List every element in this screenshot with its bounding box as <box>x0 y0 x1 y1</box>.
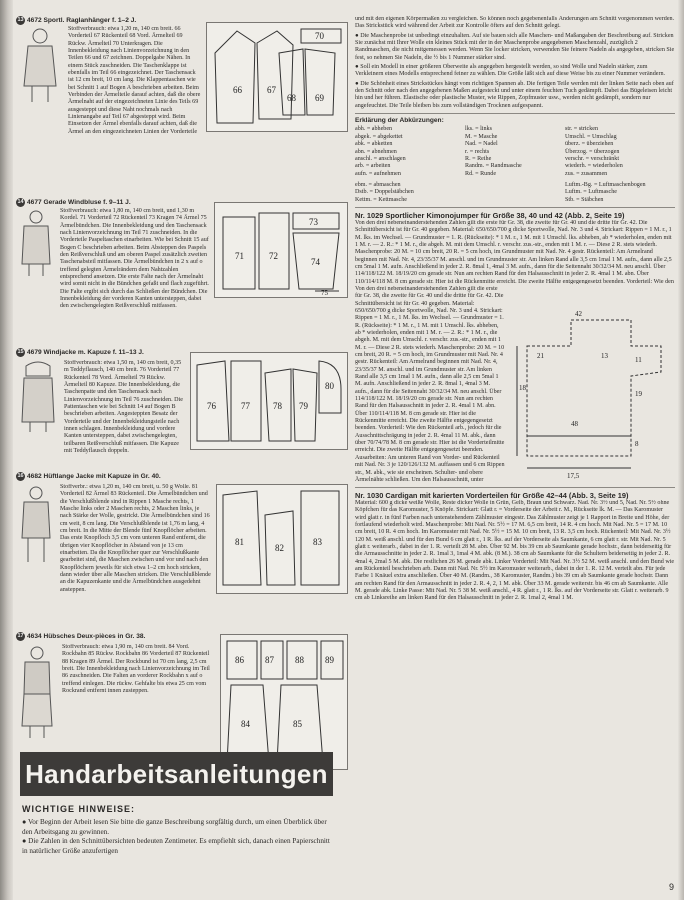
pattern-label: 68 <box>287 93 296 103</box>
abk-cell: abh. = abheben <box>355 126 393 133</box>
child-figure-illustration <box>16 26 64 104</box>
divider <box>355 207 675 208</box>
section-number: 16 <box>17 473 24 479</box>
hinweise-title: WICHTIGE HINWEISE: <box>22 804 135 814</box>
section-number: 17 <box>17 633 24 639</box>
section-text: Stoffverbrauch: etwa 1,80 m, 140 cm breit, und 1,30 m Kordel. 71 Vorderteil 72 Rückenteil 73 Kragen 74 Ärmel 75 Ärmelbündchen. Die Innenbekleidung und den Taschensack nach Linienvorzeichnung im Teil 71 zuschneiden. In die Vorderteile Paspeltaschen einarbeiten. Wie bei Schnitt 15 auf Bogen C beschrieben arbeiten. Beim Absteppen des Paspels den Reißverschluß und am oberen Paspel zusätzlich zweiten Taschenabsteil mitfassen. Die Ärmelbündchen in 2 x auf o treffend gelegten Ärmelrändern dem Nahtzahlen entsprechend ansetzen. Die erste Falte nach der Ärmelnaht wird somit nicht in die Bündchen gefaßt und flach zugeführt. Die Falte ergibt sich durch das Schließen der Bündchen. Die Innenbekleidung der vorderen Kanten untersteppen, dabei den zwischengelegten Reißverschluß mitfassen. <box>60 208 209 310</box>
page-binding <box>0 0 13 900</box>
abk-cell: ebm. = abmaschen <box>355 181 401 188</box>
abk-cell: überz. = überziehen <box>565 141 614 148</box>
pattern-label: 70 <box>315 31 324 41</box>
dimension-label: 8 <box>635 439 639 448</box>
pattern-label: 75 <box>321 289 328 297</box>
pattern-label: 72 <box>269 251 278 261</box>
dimension-label: 18 <box>519 383 526 392</box>
knit-schema-diagram <box>511 286 675 482</box>
paragraph-spannen: ● Die Schönheit eines Strickstückes hängt vom richtigen Spannen ab. Die fertigen Teile werden mit der linken Seite nach oben auf den Schnitt oder nach den angegebenen Maßen aufgesteckt und unter einem feuchten Tuch gedämpft. Dabei das Bügeleisen leicht hin und her führen. Elastische oder plastische Muster, wie Rippen, Zopfmuster usw., werden nicht gedämpft, sondern nur angefeuchtet. Die Teile bleiben bis zum vollständigen Trocknen aufgespannt. <box>355 80 674 109</box>
pattern-diagram-13 <box>206 22 348 132</box>
woman-figure-illustration <box>16 484 56 564</box>
section-text: Stoffverbrauch: etwa 1,90 m, 140 cm breit. 84 Vord. Rockbahn 85 Rückw. Rockbahn 86 Vorderteil 87 Rückenteil 88 Kragen 89 Ärmel. Der Rockbund ist 70 cm lang, 2,5 cm breit. Die Innenbekleidung nach Linienvorzeichnung im Teil 86 zuschneiden. Die Falten an vorderer Rockbahn x auf o treffend einlegen. Die rückw. Gehfalte bis etwa 25 cm vom Rockrand entfernt innen zusteppen. <box>62 644 210 695</box>
dimension-label: 11 <box>635 355 642 364</box>
section-number: 15 <box>17 349 24 355</box>
article-1029-title: Nr. 1029 Sportlicher Kimonojumper für Größe 38, 40 und 42 (Abb. 2, Seite 19) <box>355 210 625 220</box>
section-13 <box>16 16 350 196</box>
pattern-diagram-17 <box>220 634 348 770</box>
hinweise-item: ● Die Zahlen in den Schnittübersichten bedeuten Zentimeter. Es empfiehlt sich, danach einen Papierschnitt in natürlicher Größe anzufertigen <box>22 837 330 855</box>
article-1030-text: Material: 600 g dicke weiße Wolle, Reste dicker Wolle in Grün, Gelb, Braun und Schwarz. Nad. Nr. 3½ und 5, Nad. Nr. 5½ ohne Köpfchen für das Karomuster, 5 Knöpfe. Strickart: Glatt r. = Vorderseite der Arbeit r. M., Rückseite lk. M. — Das Karomuster wird glatt r. in fünf Farben nach untenstehendem Zählmuster eingestr. Das Zählmuster zeigt je 1 Rapport in Breite und Höhe, der fortlaufend wiederholt wird. Maschenprobe: Mit Nad. Nr. 5½ = 17 M. 6,5 cm breit, 14 R. 4 cm hoch. Mit Nad. Nr. 5 = 17 M. 10 cm breit, 10 R. 4 cm hoch. Im Karomuster mit Nad. Nr. 5½ = 15 M. 10 cm breit, 13 R. 3,5 cm hoch. Rückenteil: Mit Nad. Nr. 3½ 120 M. weiß anschl. und für den Bund 6 cm glatt r., 1 R. lks. auf der Vorderseite als Saumkante, 6 cm glatt r. str. Mit Nad. Nr. 5 glatt r. weiterarb., dabei in der 1. R. verteilt 28 M. abn. Über 92 M. bis 39 cm ab Saumkante gerade hochstr., dann beiderseitig für die Armausschnitte in jeder 2. R. 1mal 3, 1mal 4 M. abk. (8 M.). 38 cm ab Saumkante für die Schultern beiderseitig in jeder 2. R. 4mal 4, 2mal 5 M. abk. Die restlichen 26 M. gerade abk. Linker Vorderteil: Mit Nad. Nr. 3½ 52 M. weiß anschl. und den Bund wie am Rückenteil beschrieben arb. Dann mit Nad. Nr. 5½ im Karomuster weiterarb., dabei in der 1. R. 12 M. verteilt abn. Für jede Farbe 1 Knäuel extra anschließen. Über 40 M. (Randm., 38 Karomuster, Randm.) bis 39 cm ab Saumkante gerade hochstr. Dann am rechten Rand für den Armausschnitt in jeder 2. R. 4, 2, 1 M. abk. Über 33 M. gerade weiterstr. bis 46 cm ab Saumkante. Alle M. gerade abk. Linke Passe: Mit Nad. Nr. 5 38 M. weiß anschl., 4 R. glatt r., 1 R. lks. auf der Vorderseite str. Glatt r. weiterarb. 9 cm ab Linksreihe am linken Rand für den Halsausschnitt in jeder 2. R. 1mal 2, 4mal 1 M. <box>355 499 675 602</box>
paragraph-maschenprobe: ● Die Maschenprobe ist unbedingt einzuhalten. Auf sie bauen sich alle Maschen- und Maßangaben der Beschreibung auf. Stricken Sie zunächst mit Ihrer Wolle ein kleines Stück mit der in der Maschenprobe angegebenen Maschenzahl, zuzüglich 2 Randmaschen, die nicht mitgemessen werden. Wenn Sie locker stricken, verwenden Sie feinere Nadeln als angegeben, stricken Sie fest, so nehmen Sie Nadeln, die ½ bis 1 Nummer stärker sind. <box>355 32 675 61</box>
pattern-label: 74 <box>311 257 320 267</box>
intro-paragraph: und mit den eigenen Körpermaßen zu vergleichen. So können noch gegebenenfalls Änderungen am Schnitt vorgenommen werden. Das Strickstück wird während der Arbeit zur Kontrolle öfters auf den Schnitt gelegt. <box>355 16 675 30</box>
section-title: 4672 Sportl. Raglanhänger f. 1–2 J. <box>27 16 137 24</box>
dimension-label: 21 <box>537 351 544 360</box>
abk-cell: Umschl. = Umschlag <box>565 133 617 140</box>
section-15 <box>16 348 350 470</box>
abbreviation-table <box>355 126 675 203</box>
abk-row <box>355 163 675 170</box>
pattern-label: 66 <box>233 85 242 95</box>
abk-cell: Nad. = Nadel <box>465 141 498 148</box>
section-title: 4679 Windjacke m. Kapuze f. 11–13 J. <box>27 348 144 356</box>
abk-row <box>355 126 675 133</box>
jacket-figure-illustration <box>16 360 60 434</box>
hinweise-box <box>22 805 334 856</box>
article-1029-text-side: Von den drei nebeneinanderstehenden Zahlen gilt die erste für Gr. 38, die zweite für Gr. 40 und die dritte für Gr. 42. Die Schnittübersicht ist für Gr. 40 gegeben. Material: 650/650/700 g dicke Sportwolle, Nad. Nr. 3 und 4. Strickart: Rippen = 1 M. r., 1 M. lks. im Wechsel. — Grundmuster = 1. R. (Rückseite): * 1 M. r., 1 M. mit 1 Umschl. lks. abheben, ab * wiederholen, enden mit 1 M. r. — 2. R.: * 1 M. r., die abgeh. M. mit dem Umschl. r. verschr. zus.-str., enden mit 1 M. r. — Diese 2 R. stets wiederh. Maschenprobe: 20 M. = 10 cm breit, 20 R. = 5 cm hoch, im Grundmuster mit Nad. Nr. 4 gestr. Rückenteil: Am Armelrand beginnen mit Nad. Nr. 4, 23/35/37 M. anschl. und im Grundmuster str. Am linken Rand alle 3,5 cm 1mal 1 M. aufn., dann alle 2,5 cm 5mal 1 M. aufn. Anschließend in jeder 2. R. 8mal 1, 4mal 3 M. aufn., dann für die Seitennaht 30/32/34 M. neu anschl. Über 114/118/122 M. 18/19/20 cm gerade str. Nun am rechten Rand für den Halsausschnitt in jeder 2. R. 4mal 1 M. abn. Über 110/114/118 M. 8 cm gerade str. Hier ist die Rückenmitte erreicht. Die zweite Hälfte entgegengesetzt beenden. Vorderteil: Wie den Rückenteil arb., jedoch für die Ausschnittschrägung in jeder 2. R. 4mal 11 M. abk., dann über 70/74/78 M. 8 cm gerade str. Hier ist die Vorderteilmitte erreicht. Die zweite Hälfte entgegengesetzt beenden. Ausarbeiten: Am unteren Rand von Vorder- und Rückenteil mit Nad. Nr. 3 je 120/126/132 M. auffassen und 6 cm Rippen str., M. abk., wie sie erscheinen. Schulter- und obere Ärmelnähte schließen. Um den Halsausschnitt, unter <box>355 285 505 483</box>
abk-cell: abk. = abketten <box>355 141 393 148</box>
section-text-continued <box>16 138 350 196</box>
section-17 <box>16 632 350 772</box>
abk-cell: abn. = abnehmen <box>355 148 397 155</box>
paragraph-groesse: ● Soll ein Modell in einer größeren Oberweite als angegeben hergestellt werden, so sind Wolle und Nadeln stärker, zum Verkleinern eines Modells entsprechend feiner zu wählen. Die Größe läßt sich auf diese Weise bis zu einer Nummer verändern. <box>355 64 666 78</box>
dimension-label: 42 <box>575 309 582 318</box>
pattern-label: 88 <box>295 655 304 665</box>
abk-cell: Rd. = Runde <box>465 170 497 177</box>
abk-title: Erklärung der Abkürzungen: <box>355 117 444 125</box>
section-16 <box>16 472 350 630</box>
article-1030-title: Nr. 1030 Cardigan mit karierten Vorderteilen für Größe 42–44 (Abb. 3, Seite 19) <box>355 490 629 500</box>
section-number: 14 <box>17 199 24 205</box>
pattern-label: 76 <box>207 401 216 411</box>
abk-row <box>355 197 675 204</box>
pattern-diagram-16 <box>216 484 348 594</box>
pattern-diagram-15 <box>190 352 348 450</box>
page-number: 9 <box>668 882 674 892</box>
dimension-label: 17,5 <box>567 471 580 480</box>
dimension-label: 13 <box>601 351 608 360</box>
pattern-label: 83 <box>313 537 322 547</box>
pattern-label: 71 <box>235 251 244 261</box>
pattern-label: 82 <box>275 543 284 553</box>
deux-pieces-figure-illustration <box>16 644 58 740</box>
pattern-label: 84 <box>241 719 250 729</box>
abk-cell: Dstb. = Doppelstäbchen <box>355 189 414 196</box>
section-title: 4682 Hüftlange Jacke mit Kapuze in Gr. 40. <box>27 472 161 480</box>
abk-cell: str. = stricken <box>565 126 599 133</box>
pattern-label: 78 <box>273 401 282 411</box>
abk-cell: Randm. = Randmasche <box>465 163 522 170</box>
abk-cell: lks. = links <box>465 126 492 133</box>
abk-cell: Luftm. = Luftmasche <box>565 189 618 196</box>
divider <box>355 487 675 488</box>
pattern-label: 87 <box>265 655 274 665</box>
abk-row <box>355 182 675 189</box>
abk-row <box>355 134 675 141</box>
pattern-label: 79 <box>299 401 308 411</box>
abk-row <box>355 171 675 178</box>
page-edge <box>678 0 684 900</box>
abk-cell: Stb. = Stäbchen <box>565 196 604 203</box>
pattern-label: 85 <box>293 719 302 729</box>
pattern-label: 81 <box>235 537 244 547</box>
abk-cell: Luftm.-Bg. = Luftmaschenbogen <box>565 181 646 188</box>
abk-cell: verschr. = verschränkt <box>565 155 620 162</box>
section-title: 4677 Gerade Windbluse f. 9–11 J. <box>27 198 131 206</box>
hinweise-item: ● Vor Beginn der Arbeit lesen Sie bitte die ganze Beschreibung sorgfältig durch, um einen Überblick über den Arbeitsgang zu gewinnen. <box>22 818 327 836</box>
right-column <box>355 16 675 896</box>
section-14 <box>16 198 350 346</box>
abk-cell: anschl. = anschlagen <box>355 155 406 162</box>
abk-cell: wiederh. = wiederholen <box>565 163 623 170</box>
abk-cell: r. = rechts <box>465 148 490 155</box>
abk-cell: Überzog. = überzogen <box>565 148 620 155</box>
section-text: Stoffverbrauch: etwa 1,20 m, 140 cm breit. 66 Vorderteil 67 Rückenteil 68 Vord. Ärmelteil 69 Rückw. Ärmelteil 70 Unterkragen. Die Innenbekleidung nach Linienvorzeichnung in den Teilen 66 und 67 zeichnen. Doppelgabe Nähen. In einem Stück zuschneiden. Die Taschenklappe ist ebenfalls im Teil 66 eingezeichnet. Der Taschensack ist 12 cm breit, 10 cm lang. Die Klappentaschen wie bei Schnitt 1 auf Bogen A beschrieben arbeiten. Beim Verbinden der Ärmelteile darauf achten, daß die obere Ärmelnaht auf der eingezeichneten Linie des Teils 69 ausgesteppt und diese Naht nochmals nach Linienangabe auf Teil 67 abgesteppt wird. Beim Einsetzen der Ärmel ebenfalls darauf achten, daß die Ärmel an den eingezeichneten Linien der Vorderteile <box>68 26 201 135</box>
dimension-label: 19 <box>635 389 642 398</box>
section-number: 13 <box>17 17 24 23</box>
abk-cell: R. = Reihe <box>465 155 492 162</box>
pattern-label: 77 <box>241 401 250 411</box>
abk-row <box>355 156 675 163</box>
handarbeit-banner: Handarbeitsanleitungen <box>20 752 333 796</box>
section-title: 4634 Hübsches Deux-pièces in Gr. 38. <box>27 632 146 640</box>
abk-cell: abgek. = abgekettet <box>355 133 403 140</box>
pattern-label: 80 <box>325 381 334 391</box>
article-1029-text-top: Von den drei nebeneinanderstehenden Zahlen gilt die erste für Gr. 38, die zweite für Gr. 40 und die dritte für Gr. 42. Die Schnittübersicht ist für Gr. 40 gegeben. Material: 650/650/700 g dicke Sportwolle, Nad. Nr. 3 und 4. Strickart: Rippen = 1 M. r., 1 M. lks. im Wechsel. — Grundmuster = 1. R. (Rückseite): * 1 M. r., 1 M. mit 1 Umschl. lks. abheben, ab * wiederholen, enden mit 1 M. r. — 2. R.: * 1 M. r., die abgeh. M. mit dem Umschl. r. verschr. zus.-str., enden mit 1 M. r. — Diese 2 R. stets wiederh. Maschenprobe: 20 M. = 10 cm breit, 20 R. = 5 cm hoch, im Grundmuster mit Nad. Nr. 4 gestr. Rückenteil: Am Armelrand beginnen mit Nad. Nr. 4, 23/35/37 M. anschl. und im Grundmuster str. Am linken Rand alle 3,5 cm 1mal 1 M. aufn., dann alle 2,5 cm 5mal 1 M. aufn. Anschließend in jeder 2. R. 8mal 1, 4mal 3 M. aufn., dann für die Seitennaht 30/32/34 M. neu anschl. Über 114/118/122 M. 18/19/20 cm gerade str. Nun am rechten Rand für den Halsausschnitt in jeder 2. R. 4mal 1 M. abn. Über 110/114/118 M. 8 cm gerade str. Hier ist die Rückenmitte erreicht. Die zweite Hälfte entgegengesetzt beenden. Vorderteil: Wie den <box>355 219 674 284</box>
pattern-label: 67 <box>267 85 276 95</box>
pattern-label: 73 <box>309 217 318 227</box>
abk-row <box>355 149 675 156</box>
section-text: Stoffverbr.: etwa 1,20 m, 140 cm breit, u. 50 g Wolle. 81 Vorderteil 82 Ärmel 83 Rückenteil. Die Ärmelbündchen und die Verschlußblende sind in Rippen 1 Masche rechts, 1 Masche links oder 2 Maschen rechts, 2 Maschen links, je nach Stärke der Wolle, gestrickt. Die Ärmelbündchen sind 16 cm weit, 8 cm lang. Die Verschlußblende ist 1,76 m lang, 4 cm breit. In die Mitte der Blende fünf Knopflöcher arbeiten. Das erste Knopfloch 3,5 cm vom unteren Rand entfernt, die übrigen vier Knopflöcher in Abstand von je 13 cm einarbeiten. Da die Knopflöcher quer zur Verschlußkante gearbeitet sind, die Maschen zwischen und vor und nach den Knopflöchern jeweils für sich etwa 1–2 cm hoch stricken, dann wieder über alle Maschen stricken. Die Verschlußblende an die Kapuzenkante und die Ärmelbündchen ausgedehnt ansteppen. <box>60 484 211 593</box>
article-1029 <box>355 220 675 484</box>
abk-cell: Kettm. = Kettmasche <box>355 196 408 203</box>
abk-cell: zus. = zusammen <box>565 170 608 177</box>
blouse-figure-illustration <box>16 208 56 278</box>
abk-cell: aufn. = aufnehmen <box>355 170 401 177</box>
section-text: Stoffverbrauch: etwa 1,50 m, 140 cm breit, 0,35 m Teddyflausch, 140 cm breit. 76 Vorderteil 77 Rückenteil 78 Vord. Ärmelteil 79 Rückw. Ärmelteil 80 Kapuze. Die Innenbekleidung, die Taschenpatte und den Taschensack nach Linienvorzeichnung im Teil 76 zuschneiden. Die Pattentaschen wie bei Schnitt 14 auf Bogen B beschrieben arbeiten. Angesteppten Besatz der Vorderteile und der Innenbekleidungsteile nach innen schlagen. Innenbekleidung und vordere Kanten untersteppen, dabei zwischengelegten, teilbaren Reißverschluß mitfassen. Die Kapuze mit Teddyflausch doppeln. <box>64 360 183 455</box>
abk-cell: M. = Masche <box>465 133 498 140</box>
abk-row <box>355 189 675 196</box>
pattern-label: 89 <box>325 655 334 665</box>
pattern-label: 86 <box>235 655 244 665</box>
dimension-label: 48 <box>571 419 578 428</box>
divider <box>355 113 675 114</box>
pattern-diagram-14 <box>214 202 348 298</box>
abk-row <box>355 141 675 148</box>
abk-cell: arb. = arbeiten <box>355 163 391 170</box>
pattern-label: 69 <box>315 93 324 103</box>
